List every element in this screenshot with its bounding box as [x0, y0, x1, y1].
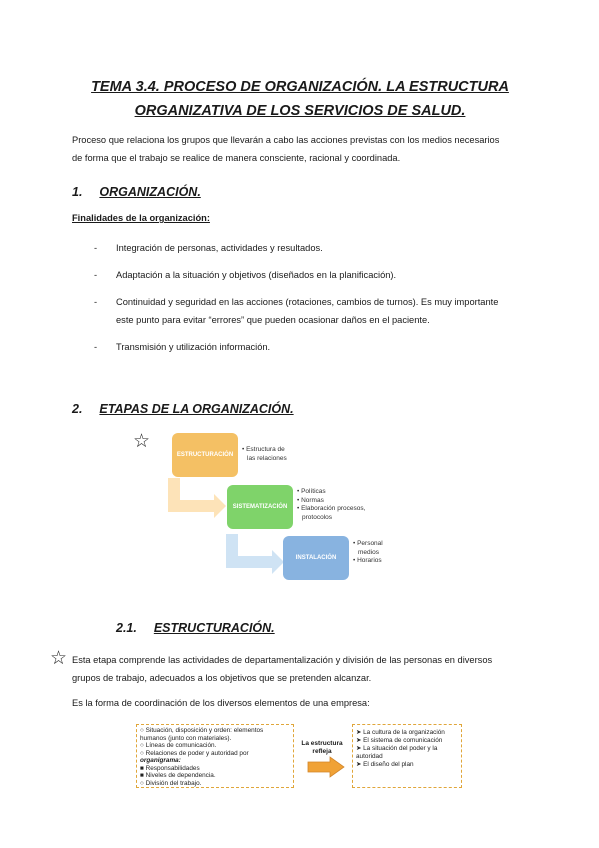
section-1-title: ORGANIZACIÓN.	[99, 185, 201, 199]
section-1-heading	[72, 184, 201, 200]
stage-2-box: SISTEMATIZACIÓN	[227, 485, 293, 529]
section-2-number: 2.	[72, 402, 83, 416]
section-2-heading	[72, 401, 294, 417]
stage-1-items: • Estructura de las relaciones	[242, 446, 287, 462]
section-2-1-title: ESTRUCTURACIÓN.	[153, 621, 275, 635]
stage-3-items: • Personal medios • Horarios	[353, 540, 383, 564]
arrow-shape	[226, 534, 284, 574]
section-2-title: ETAPAS DE LA ORGANIZACIÓN.	[99, 402, 294, 416]
list-item: - Continuidad y seguridad en las acciones (rotaciones, cambios de turnos). Es muy importante	[94, 297, 499, 307]
arrow-right-icon	[306, 756, 346, 778]
figure-left-box: ○ Situación, disposición y orden: elementos humanos (junto con materiales). ○ Líneas de comunicación. ○ Relaciones de poder y autoridad por organigrama: ■ Responsabilidades ■ Niveles de dependencia. ○ División del trabajo.	[136, 724, 294, 788]
section-1-number: 1.	[72, 185, 83, 199]
page-title-line-1: TEMA 3.4. PROCESO DE ORGANIZACIÓN. LA ESTRUCTURA	[91, 79, 509, 95]
section-2-1-para-2: Es la forma de coordinación de los diversos elementos de una empresa:	[72, 698, 370, 708]
stage-3-box: INSTALACIÓN	[283, 536, 349, 580]
section-2-1-heading	[116, 620, 275, 636]
arrow-shape	[168, 478, 226, 518]
figure-right-box: ➤ La cultura de la organización ➤ El sistema de comunicación ➤ La situación del poder y la autoridad ➤ El diseño del plan	[352, 724, 462, 788]
star-icon: ☆	[50, 648, 68, 669]
section-2-1-para-line-1: Esta etapa comprende las actividades de departamentalización y división de las personas en diversos	[72, 655, 493, 665]
list-item: - Transmisión y utilización información.	[94, 342, 271, 352]
section-2-1-number: 2.1.	[116, 621, 137, 635]
list-item: - Integración de personas, actividades y resultados.	[94, 243, 323, 253]
list-item: - Adaptación a la situación y objetivos (diseñados en la planificación).	[94, 270, 397, 280]
section-2-1-para-line-2: grupos de trabajo, adecuados a los objetivos que se pretenden alcanzar.	[72, 673, 372, 683]
page-title-line-2: ORGANIZATIVA DE LOS SERVICIOS DE SALUD.	[134, 103, 466, 119]
figure-middle-label: La estructura refleja	[301, 740, 343, 755]
intro-line-2: de forma que el trabajo se realice de manera consciente, racional y coordinada.	[72, 153, 401, 163]
star-icon: ☆	[133, 431, 151, 452]
stage-1-box: ESTRUCTURACIÓN	[172, 433, 238, 477]
stage-2-items: • Políticas • Normas • Elaboración procesos, protocolos	[297, 488, 366, 521]
intro-line-1: Proceso que relaciona los grupos que llevarán a cabo las acciones previstas con los medios necesarios	[72, 135, 500, 145]
section-1-subheading: Finalidades de la organización:	[72, 213, 210, 223]
list-item-continuation: este punto para evitar “errores” que pueden ocasionar daños en el paciente.	[116, 315, 430, 325]
